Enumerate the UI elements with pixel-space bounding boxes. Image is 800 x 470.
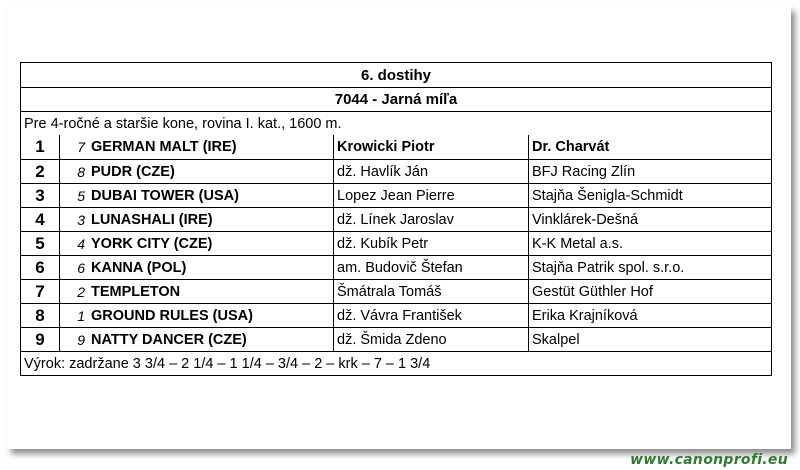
jockey-cell: dž. Vávra František (333, 304, 528, 327)
jockey-cell: Lopez Jean Pierre (333, 184, 528, 207)
jockey-cell: Šmátrala Tomáš (333, 280, 528, 303)
position-cell: 4 (35, 209, 45, 229)
position-cell: 3 (35, 185, 45, 205)
start-number-cell: 1 (59, 304, 88, 327)
owner-cell: K-K Metal a.s. (528, 232, 771, 255)
jockey-cell: dž. Havlík Ján (333, 160, 528, 183)
table-row (21, 231, 771, 255)
table-row (21, 255, 771, 279)
jockey-cell: dž. Línek Jaroslav (333, 208, 528, 231)
watermark: www.canonprofi.eu (630, 452, 788, 468)
position-cell: 6 (35, 257, 45, 277)
horse-name-cell: YORK CITY (CZE) (91, 235, 213, 252)
horse-name-cell: GERMAN MALT (IRE) (91, 139, 237, 155)
jockey-cell: dž. Šmida Zdeno (333, 328, 528, 351)
table-row (21, 183, 771, 207)
table-row (21, 135, 771, 159)
footer-row (21, 351, 771, 375)
start-number-cell: 7 (59, 135, 88, 159)
horse-name-cell: GROUND RULES (USA) (91, 307, 253, 324)
table-row (21, 207, 771, 231)
race-subtitle-row (21, 87, 771, 111)
position-cell: 1 (35, 137, 45, 156)
table-row (21, 303, 771, 327)
owner-cell: Gestüt Güthler Hof (528, 280, 771, 303)
position-cell: 5 (35, 233, 45, 253)
start-number-cell: 8 (59, 160, 88, 183)
start-number-cell: 6 (59, 256, 88, 279)
owner-cell: BFJ Racing Zlín (528, 160, 771, 183)
horse-name-cell: TEMPLETON (91, 283, 181, 300)
horse-name-cell: LUNASHALI (IRE) (91, 211, 213, 228)
start-number-cell: 3 (59, 208, 88, 231)
owner-cell: Skalpel (528, 328, 771, 351)
jockey-cell: Krowicki Piotr (333, 135, 528, 159)
position-cell: 7 (35, 281, 45, 301)
owner-cell: Erika Krajníková (528, 304, 771, 327)
race-conditions: Pre 4-ročné a staršie kone, rovina I. kat., 1600 m. (24, 115, 342, 132)
race-title-row (21, 63, 771, 87)
start-number-cell: 4 (59, 232, 88, 255)
race-title: 6. dostihy (360, 66, 431, 84)
start-number-cell: 9 (59, 328, 88, 351)
table-row (21, 327, 771, 351)
position-cell: 2 (35, 161, 45, 181)
start-number-cell: 2 (59, 280, 88, 303)
table-row (21, 279, 771, 303)
race-subtitle: 7044 - Jarná míľa (334, 91, 458, 108)
owner-cell: Stajňa Šenigla-Schmidt (528, 184, 771, 207)
owner-cell: Vinklárek-Dešná (528, 208, 771, 231)
horse-name-cell: PUDR (CZE) (91, 163, 175, 180)
jockey-cell: dž. Kubík Petr (333, 232, 528, 255)
position-cell: 9 (35, 329, 45, 349)
start-number-cell: 5 (59, 184, 88, 207)
race-conditions-row (21, 111, 771, 135)
table-row (21, 159, 771, 183)
result-rows (21, 135, 771, 351)
horse-name-cell: NATTY DANCER (CZE) (91, 331, 247, 348)
position-cell: 8 (35, 305, 45, 325)
jockey-cell: am. Budovič Štefan (333, 256, 528, 279)
owner-cell: Stajňa Patrik spol. s.r.o. (528, 256, 771, 279)
horse-name-cell: KANNA (POL) (91, 259, 187, 276)
margins-verdict: Výrok: zadržane 3 3/4 – 2 1/4 – 1 1/4 – 3/4 – 2 – krk – 7 – 1 3/4 (24, 355, 431, 372)
horse-name-cell: DUBAI TOWER (USA) (91, 187, 239, 204)
race-results-table (20, 62, 772, 376)
owner-cell: Dr. Charvát (528, 135, 771, 159)
